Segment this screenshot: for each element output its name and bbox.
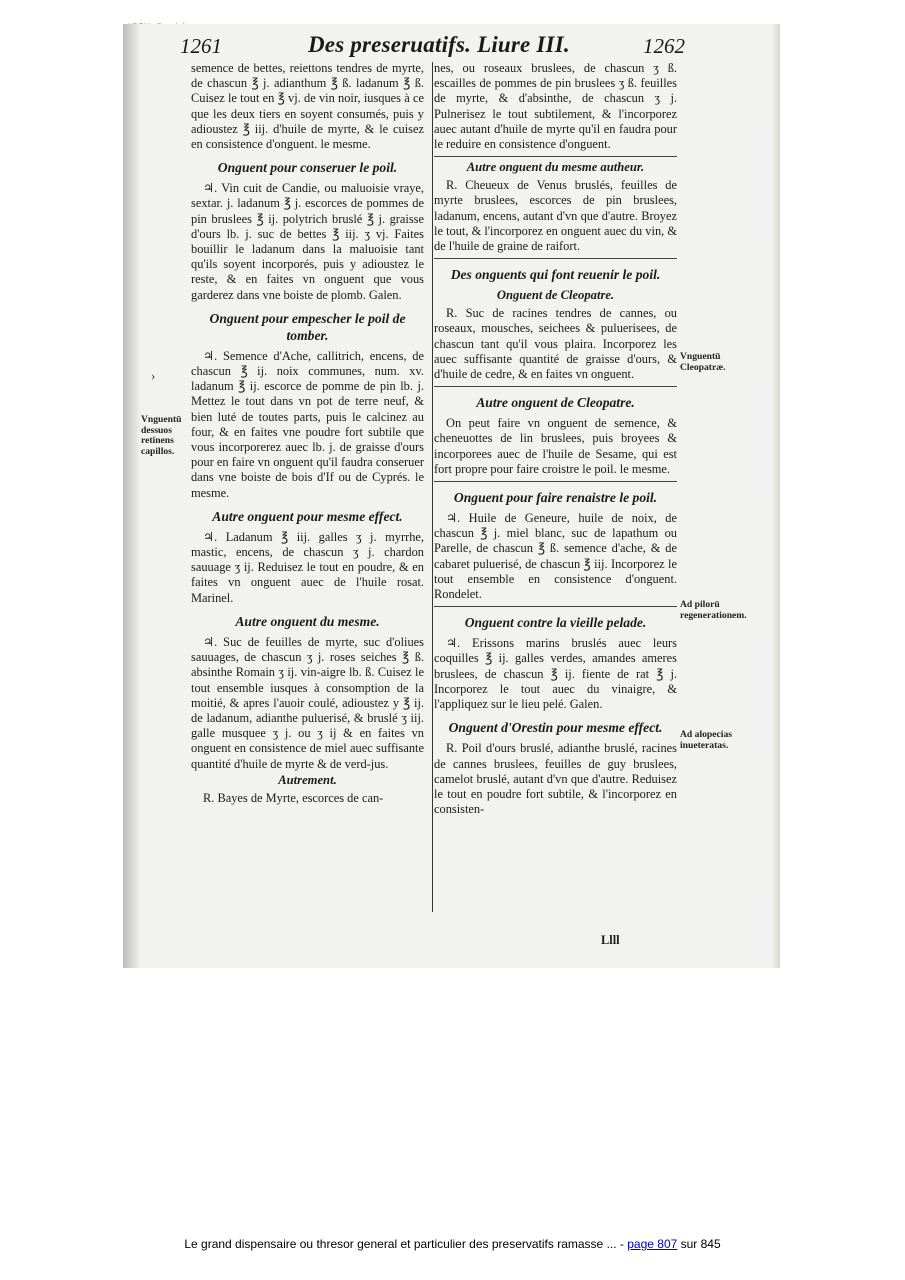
right-column	[434, 61, 677, 818]
section-title: Onguent d'Orestin pour mesme effect.	[448, 720, 663, 736]
section-title: Des onguents qui font reuenir le poil.	[450, 267, 661, 283]
margin-note-left: Vnguentū dessuos retinens capillos.	[141, 414, 182, 457]
paragraph: ♃. Ladanum ℥ iij. galles ʒ j. myrrhe, mastic, encens, de chascun ʒ j. chardon sauuage ʒ ij. Reduisez le tout en poudre, & en faites vn onguent auec de l'huile rosat. Marinel.	[191, 529, 424, 605]
footer-count: sur 845	[677, 1237, 721, 1251]
scanned-page	[123, 24, 780, 968]
column-divider	[432, 62, 433, 912]
section-title: Autre onguent pour mesme effect.	[212, 508, 403, 524]
section-title: Onguent pour empescher le poil de tomber.	[209, 310, 406, 343]
page-link[interactable]: page 807	[627, 1237, 678, 1251]
running-header	[123, 32, 780, 62]
paragraph: R. Bayes de Myrte, escorces de can-	[203, 790, 384, 805]
paragraph: ♃. Semence d'Ache, callitrich, encens, de chascun ℥ ij. noix communes, num. xv. ladanum ℥ ij. escorce de pomme de pin lb. j. Mettez le tout dans vn pot de terre neuf, & bien luté de toutes parts, puis le calcinez au four, & en faites vne poudre fort subtile que vous incorporerez auec lb. j. de graisse d'ours pour en faire vn onguent qu'il faudra conseruer dans vne boiste de bois d'If ou de Cyprés. le mesme.	[191, 348, 424, 500]
paragraph: R. Poil d'ours bruslé, adianthe bruslé, racines de cannes bruslees, feuilles de guy bruslees, camelot bruslé, autant d'vn que d'autre. Reduisez le tout en poudre fort subtile, & l'incorporez en consisten-	[434, 741, 677, 817]
section-title: Autre onguent du mesme.	[235, 613, 380, 629]
section-rule	[434, 258, 677, 259]
section-rule	[434, 606, 677, 607]
section-title: Onguent pour faire renaistre le poil.	[453, 490, 658, 506]
page-number-left: 1261	[180, 34, 222, 58]
paragraph: ♃. Erissons marins bruslés auec leurs coquilles ℥ ij. galles verdes, amandes ameres bruslees, de chascun ℥ ij. fiente de rat ℥ j. Incorporez le tout auec du vinaigre, & l'appliquez sur le lieu pelé. Galen.	[434, 636, 677, 712]
section-subtitle: Onguent de Cleopatre.	[496, 288, 615, 303]
section-title: Autre onguent du mesme autheur.	[466, 160, 645, 175]
paragraph: On peut faire vn onguent de semence, & cheneuottes de lin bruslees, puis broyees & incorporees auec de l'huile de Sesame, qui est fort propre pour faire croistre le poil. le mesme.	[434, 416, 677, 476]
catchword: Llll	[601, 933, 620, 947]
margin-note-right: Ad pilorū regenerationem.	[680, 599, 747, 621]
section-title: Onguent pour conseruer le poil.	[217, 160, 398, 176]
margin-note-right: Ad alopecias inueteratas.	[680, 729, 732, 751]
paragraph: R. Cheueux de Venus bruslés, feuilles de myrte bruslees, escorces de pin bruslees, ladanum, encens, autant d'vn que d'autre. Broyez le tout, & l'incorporez en onguent auec du vin, & de l'huile de graine de raifort.	[434, 178, 677, 254]
paragraph: ♃. Vin cuit de Candie, ou maluoisie vraye, sextar. j. ladanum ℥ j. escorces de pommes de pin bruslees ℥ ij. polytrich bruslé ℥ j. graisse d'ours lb. j. suc de bettes ℥ iij. ʒ vj. Faites bouillir le ladanum dans la maluoisie tant qu'ils soyent incorporés, puis y adioustez le reste, & en faites vn onguent que vous garderez dans vne boiste de plomb. Galen.	[191, 181, 424, 302]
running-title: Des preseruatifs. Liure III.	[308, 32, 570, 57]
viewer-footer	[0, 1237, 905, 1251]
paragraph: R. Suc de racines tendres de cannes, ou roseaux, mousches, seichees & puluerisees, de chascun tant qu'il vous plaira. Incorporez les auec suffisante quantité de graisse d'ours, & d'huile de cedre, & en faites vn onguent.	[434, 306, 677, 382]
section-rule	[434, 386, 677, 387]
paragraph: ♃. Suc de feuilles de myrte, suc d'oliues sauuages, de chascun ʒ j. roses seiches ℥ ß. absinthe Romain ʒ ij. vin-aigre lb. ß. Cuisez le tout ensemble iusques à consomption de la moitié, & apres l'auoir coulé, adioustez y ℥ ij. de ladanum, adianthe puluerisé, & bruslé ʒ iij. galle musquee ʒ j. ou ʒ ij & en faites vn onguent en consistence de miel auec suffisante quantité d'huile de myrte & de verd-jus.	[191, 634, 424, 771]
section-title: Onguent contre la vieille pelade.	[464, 615, 647, 631]
left-column	[191, 61, 424, 807]
section-title: Autre onguent de Cleopatre.	[476, 395, 635, 411]
paragraph: semence de bettes, reiettons tendres de myrte, de chascun ℥ j. adianthum ℥ ß. ladanum ℥ ß. Cuisez le tout en ℥ vj. de vin noir, iusques à ce que les deux tiers en soyent consumés, puis y adioustez ℥ iij. d'huile de myrte, & le cuisez en consistence d'onguent. le mesme.	[191, 61, 424, 152]
section-rule	[434, 481, 677, 482]
page-number-right: 1262	[643, 34, 685, 58]
section-title: Autrement.	[278, 772, 337, 787]
paragraph: nes, ou roseaux bruslees, de chascun ʒ ß. escailles de pommes de pin bruslees ʒ ß. feuilles de myrte, & d'absinthe, de chascun ʒ j. Pulnerisez le tout subtilement, & l'incorporez auec autant d'huile de myrte qu'il en faudra pour le reduire en consistence d'onguent.	[434, 61, 677, 152]
section-rule	[434, 156, 677, 157]
margin-mark: ›	[151, 368, 156, 383]
paragraph: ♃. Huile de Geneure, huile de noix, de chascun ℥ j. miel blanc, suc de lapathum ou Parelle, de chascun ℥ ß. semence d'ache, & de cabaret puluerisé, de chascun ℥ iij. Incorporez le tout ensemble en consistence d'onguent. Rondelet.	[434, 511, 677, 602]
footer-title: Le grand dispensaire ou thresor general et particulier des preservatifs ramasse ... -	[184, 1237, 628, 1251]
margin-note-right: Vnguentū Cleopatræ.	[680, 351, 726, 373]
